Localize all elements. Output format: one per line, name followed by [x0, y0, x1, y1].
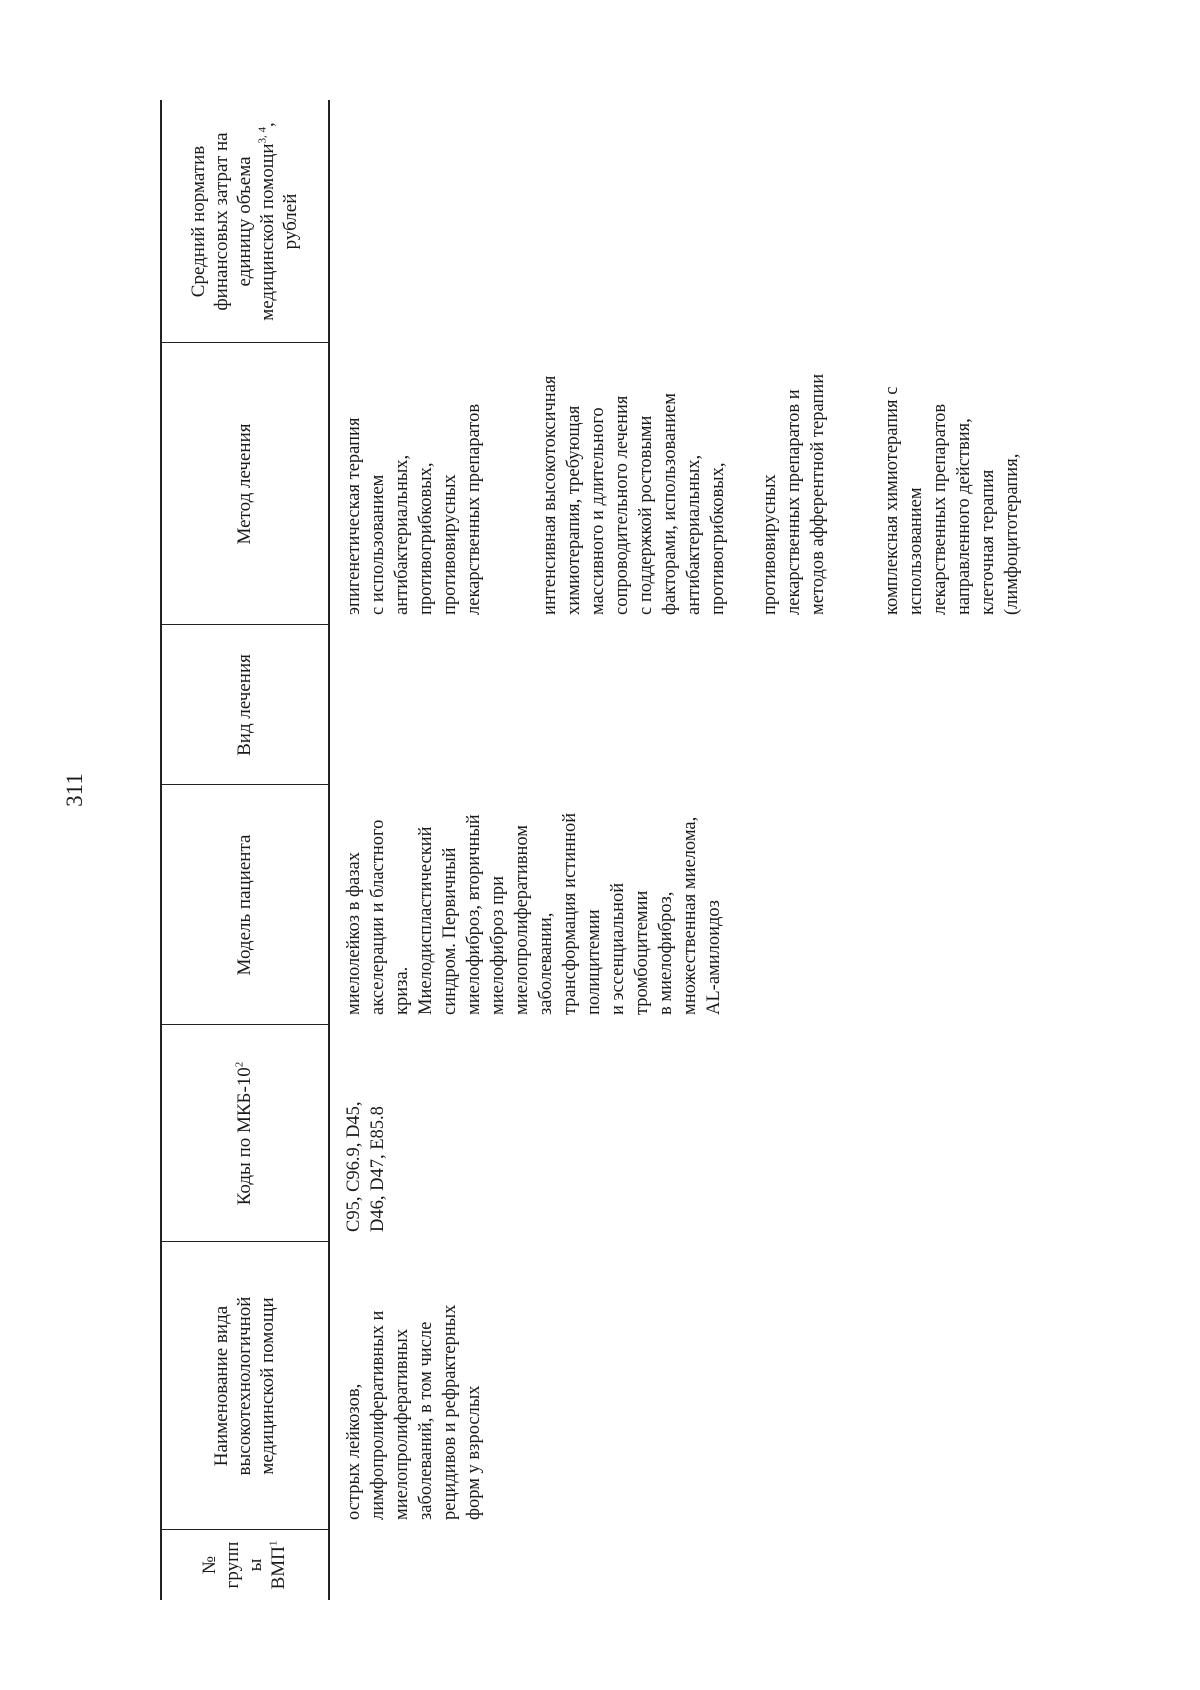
page-number: 311: [62, 773, 87, 807]
header-bottom-border: [328, 100, 330, 1600]
cell-patient-model: миелолейкоз в фазах акселерации и бластного криза. Миелодиспластический синдром. Первичный миелофиброз, вторичный миелофиброз при миелопролиферативном заболевании, трансформация истинной полицитемии и эссенциальной тромбоцитемии в миелофиброз, множественная миелома, AL-амилоидоз: [344, 812, 724, 1015]
header-cost-standard: Средний норматив финансовых затрат на единицу объема медицинской помощи$^{3, 4}$, рублей: [187, 122, 301, 321]
header-treatment-method: Метод лечения: [233, 423, 255, 545]
header-patient-model: Модель пациента: [233, 834, 255, 976]
cell-method-1: эпигенетическая терапия с использованием антибактериальных, противогрибковых, противовирусных лекарственных препаратов: [344, 403, 484, 615]
cell-method-3: противовирусных лекарственных препаратов и методов афферентной терапии: [760, 373, 828, 615]
cell-icd-codes: C95, C96.9, D45, D46, D47, E85.8: [344, 1101, 388, 1232]
cell-method-2: интенсивная высокотоксичная химиотерапия, требующая массивного и длительного сопроводительного лечения с поддержкой ростовыми факторами, использованием антибактериальных, противогрибковых,: [540, 375, 728, 615]
cell-method-4: комплексная химиотерапия с использованием лекарственных препаратов направленного действия, клеточная терапия (лимфоцитотерапия,: [882, 386, 1022, 615]
header-group-number: № групп ы ВМП$^1$: [199, 1540, 289, 1590]
cell-vmp-name: острых лейкозов, лимфопролиферативных и миелопролиферативных заболеваний, в том числе рецидивов и рефрактерных форм у взрослых: [344, 1304, 484, 1520]
rotated-table: [160, 100, 1030, 1600]
header-icd-codes: Коды по МКБ-$10^2$: [233, 1061, 255, 1206]
header-vmp-name: Наименование вида высокотехнологичной медицинской помощи: [210, 1296, 278, 1476]
header-treatment-type: Вид лечения: [233, 654, 255, 756]
